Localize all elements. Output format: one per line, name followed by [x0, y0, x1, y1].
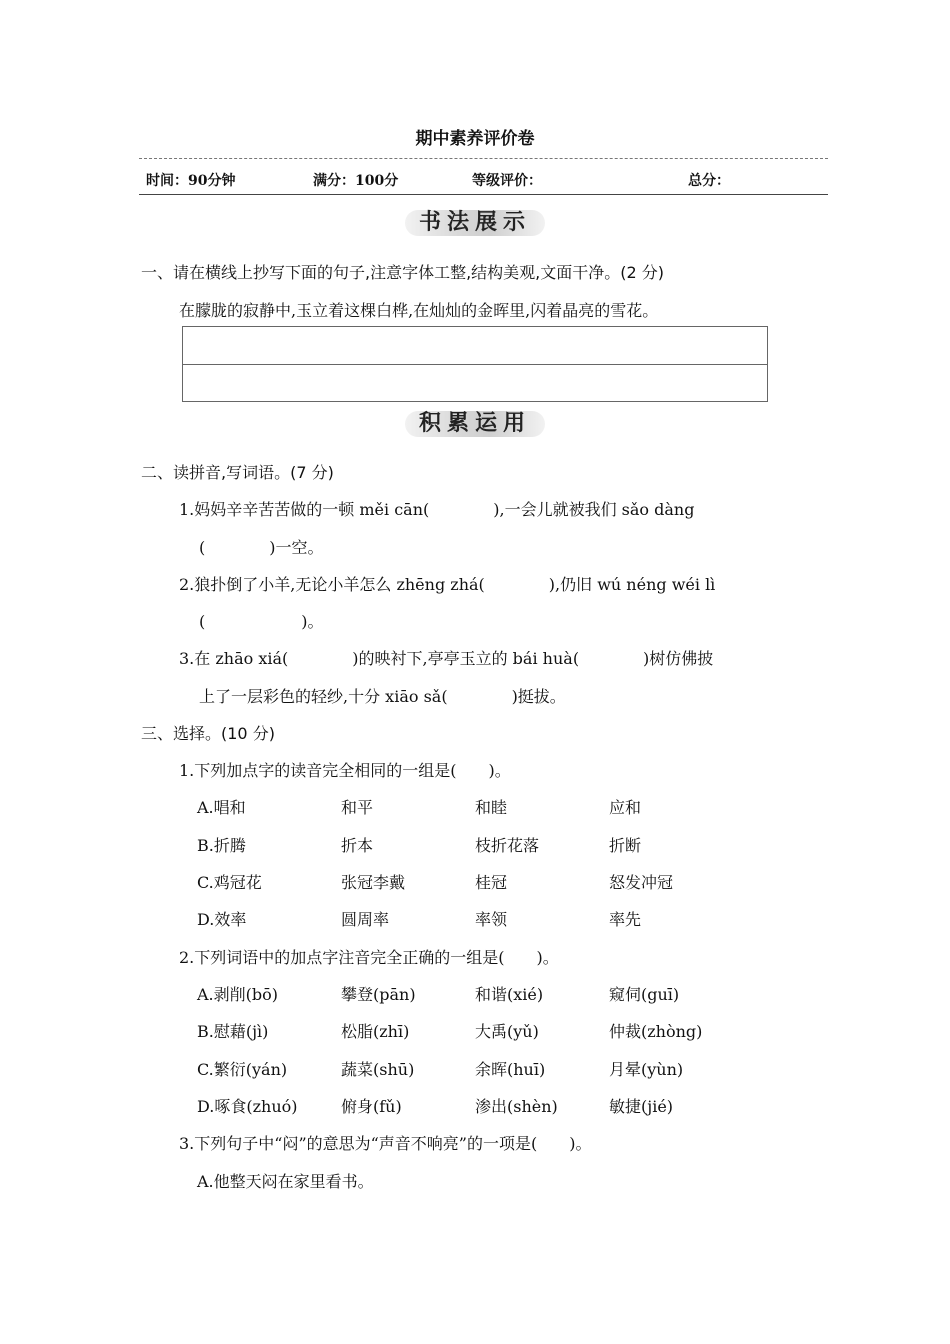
option-cell: C.鸡冠花: [197, 873, 262, 892]
writing-box-line: [183, 364, 767, 365]
option-cell: D.啄食(zhuó): [197, 1097, 298, 1116]
option-cell: 蔬菜(shū): [341, 1060, 415, 1079]
option-cell: 和睦: [475, 798, 508, 817]
option-cell: 桂冠: [475, 873, 508, 892]
grade-info: 等级评价：: [472, 173, 542, 189]
option-cell: 率领: [475, 910, 508, 929]
option-cell: 攀登(pān): [341, 985, 416, 1004]
dashed-divider: [139, 158, 828, 159]
option-cell: D.效率: [197, 910, 247, 929]
q2-line: ( )。: [199, 612, 324, 631]
option-cell: C.繁衍(yán): [197, 1060, 288, 1079]
full-score-info: 满分：100分: [313, 173, 399, 189]
option-cell: 渗出(shèn): [475, 1097, 558, 1116]
option-cell: 敏捷(jié): [609, 1097, 674, 1116]
option-cell: 枝折花落: [475, 836, 540, 855]
section-banner-accumulation: [405, 407, 545, 441]
option-cell: 和平: [341, 798, 374, 817]
option-cell: A.他整天闷在家里看书。: [197, 1172, 374, 1191]
copy-sentence: 在朦胧的寂静中,玉立着这棵白桦,在灿灿的金晖里,闪着晶亮的雪花。: [179, 301, 659, 320]
writing-box[interactable]: [182, 326, 768, 402]
option-cell: 大禹(yǔ): [475, 1022, 539, 1041]
time-info: 时间：90分钟: [146, 173, 236, 189]
banner-text: 书法展示: [418, 210, 531, 235]
q2-line: 2.狼扑倒了小羊,无论小羊怎么 zhēng zhá( ),仍旧 wú néng wéi lì: [179, 575, 716, 594]
option-cell: 松脂(zhī): [341, 1022, 410, 1041]
q2-line: 1.妈妈辛辛苦苦做的一顿 měi cān( ),一会儿就被我们 sǎo dàng: [179, 500, 695, 519]
option-cell: B.折腾: [197, 836, 246, 855]
q2-line: ( )一空。: [199, 538, 324, 557]
header-divider: [139, 194, 828, 195]
option-cell: 折本: [341, 836, 374, 855]
q3-sub3-stem: 3.下列句子中“闷”的意思为“声音不响亮”的一项是( )。: [179, 1134, 592, 1153]
option-cell: 仲裁(zhòng): [609, 1022, 703, 1041]
option-cell: 张冠李戴: [341, 873, 406, 892]
option-cell: 怒发冲冠: [609, 873, 674, 892]
option-cell: 月晕(yùn): [609, 1060, 684, 1079]
option-cell: 窥伺(guī): [609, 985, 680, 1004]
option-cell: 俯身(fǔ): [341, 1097, 402, 1116]
q3-sub1-stem: 1.下列加点字的读音完全相同的一组是( )。: [179, 761, 511, 780]
option-cell: 和谐(xié): [475, 985, 544, 1004]
option-cell: A.剥削(bō): [197, 985, 279, 1004]
q2-line: 3.在 zhāo xiá( )的映衬下,亭亭玉立的 bái huà( )树仿佛披: [179, 649, 714, 668]
question-1-heading: 一、请在横线上抄写下面的句子,注意字体工整,结构美观,文面干净。(2 分): [141, 263, 665, 282]
q2-line: 上了一层彩色的轻纱,十分 xiāo sǎ( )挺拔。: [199, 687, 566, 706]
option-cell: 率先: [609, 910, 642, 929]
section-banner-calligraphy: [405, 206, 545, 240]
option-cell: 余晖(huī): [475, 1060, 546, 1079]
question-3-heading: 三、选择。(10 分): [141, 724, 275, 743]
option-cell: 应和: [609, 798, 642, 817]
q3-sub2-stem: 2.下列词语中的加点字注音完全正确的一组是( )。: [179, 948, 559, 967]
question-2-heading: 二、读拼音,写词语。(7 分): [141, 463, 334, 482]
option-cell: B.慰藉(jì): [197, 1022, 269, 1041]
option-cell: 折断: [609, 836, 642, 855]
total-info: 总分：: [688, 173, 730, 189]
page-title: 期中素养评价卷: [415, 129, 535, 149]
banner-text: 积累运用: [418, 411, 531, 436]
option-cell: A.唱和: [197, 798, 246, 817]
option-cell: 圆周率: [341, 910, 390, 929]
